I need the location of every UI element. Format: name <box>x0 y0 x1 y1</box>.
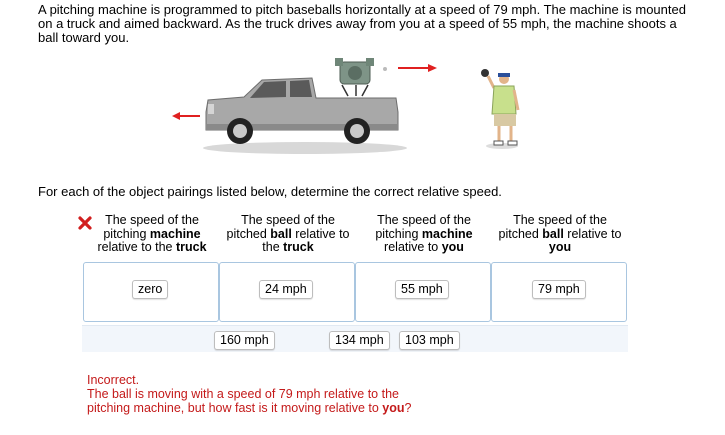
truck-direction-arrow <box>172 112 200 120</box>
answer-tile[interactable]: 55 mph <box>395 280 449 299</box>
ball-direction-arrow <box>398 64 437 72</box>
baseball <box>383 67 387 71</box>
problem-statement: A pitching machine is programmed to pitch baseballs horizontally at a speed of 79 mph. The machine is mounted on a truck and aimed backward. As the truck drives away from you at a speed of 55 mph, the machine shoots a ball toward you. <box>38 2 686 45</box>
feedback-line2: pitching machine, but how fast is it moving relative to you? <box>87 401 412 415</box>
bank-tile[interactable]: 134 mph <box>329 331 390 350</box>
pitching-machine <box>335 58 374 96</box>
scene-illustration <box>0 0 725 180</box>
feedback-status: Incorrect. <box>87 373 140 387</box>
bank-tile[interactable]: 103 mph <box>399 331 460 350</box>
column-header-machine-you: The speed of the pitching machine relative to you <box>375 213 473 254</box>
bank-tile[interactable]: 160 mph <box>214 331 275 350</box>
instructions: For each of the object pairings listed below, determine the correct relative speed. <box>38 184 502 199</box>
answer-tile[interactable]: 24 mph <box>259 280 313 299</box>
feedback-message <box>87 373 507 415</box>
person-catcher <box>481 69 518 149</box>
column-header-machine-truck: The speed of the pitching machine relative to the truck <box>97 213 207 254</box>
column-header-ball-truck: The speed of the pitched ball relative to the truck <box>226 213 350 254</box>
answer-tile[interactable]: 79 mph <box>532 280 586 299</box>
answer-tile[interactable]: zero <box>132 280 168 299</box>
column-header-ball-you: The speed of the pitched ball relative to you <box>498 213 622 254</box>
feedback-line1: The ball is moving with a speed of 79 mph relative to the <box>87 387 399 401</box>
pickup-truck <box>203 78 407 154</box>
